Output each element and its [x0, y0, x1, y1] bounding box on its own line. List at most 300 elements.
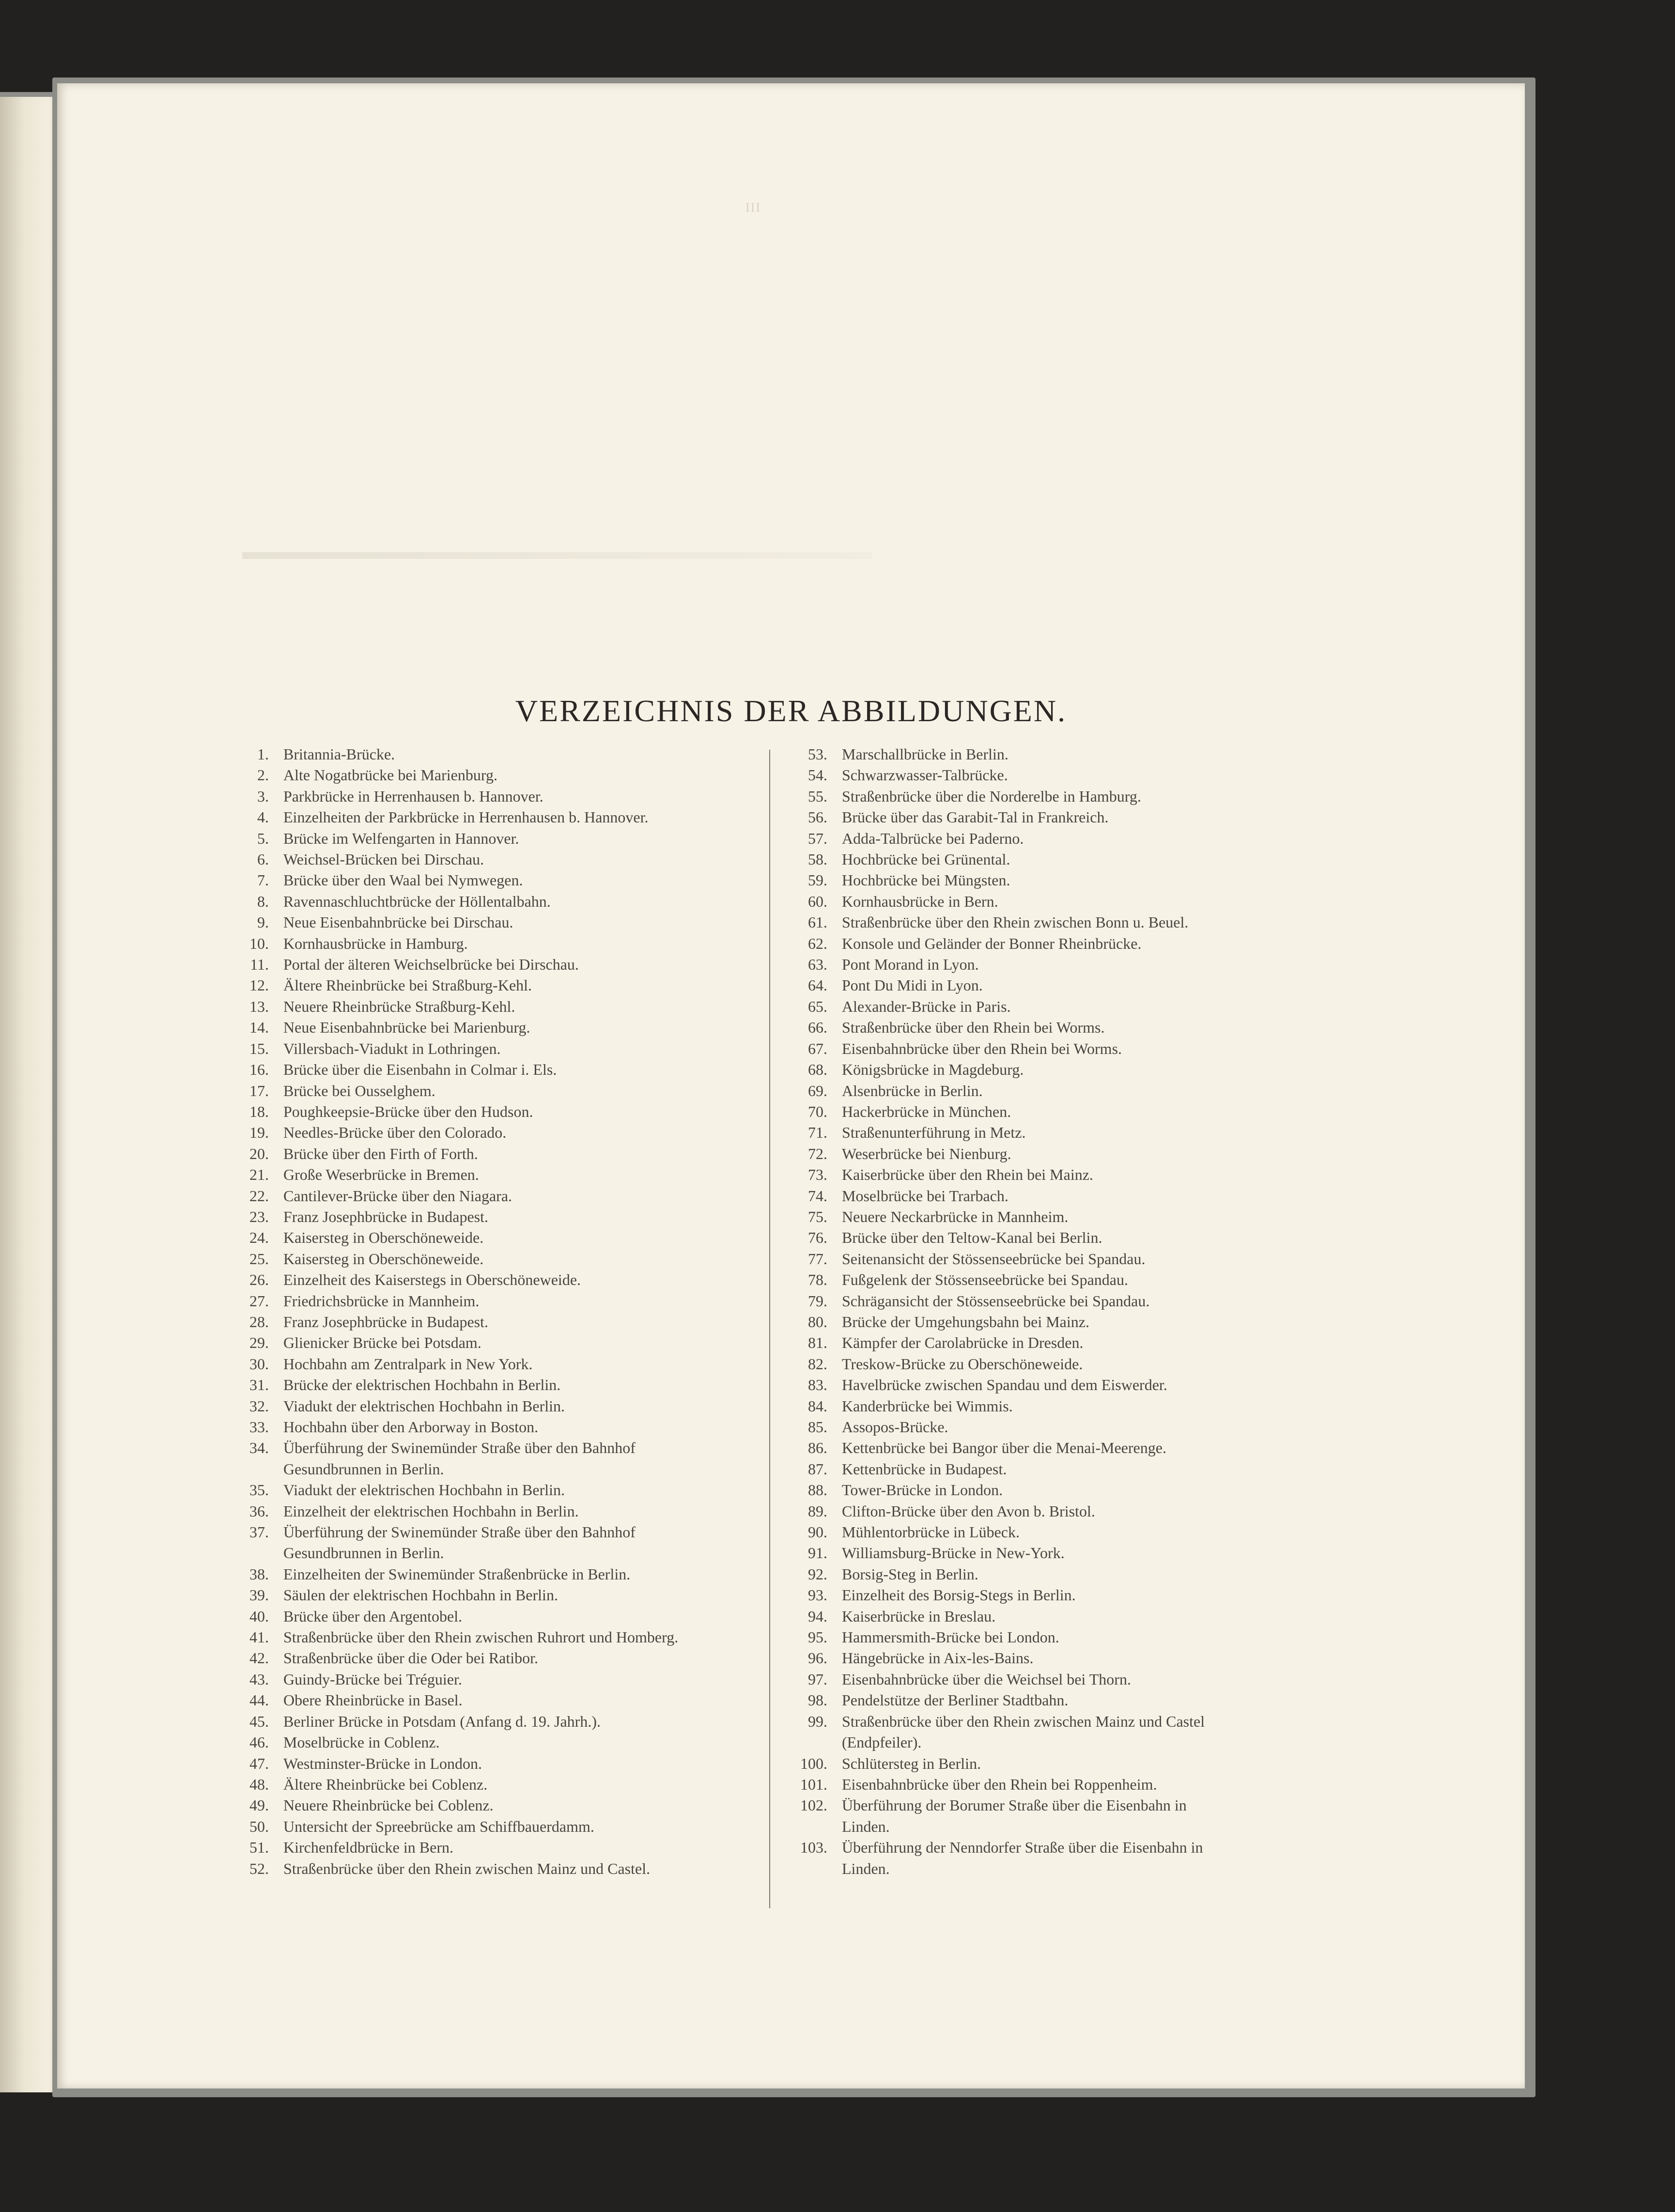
figure-caption: Neuere Rheinbrücke Straßburg-Kehl.: [283, 997, 515, 1015]
figure-entry: [224, 1795, 757, 1816]
figure-entry: [224, 1522, 757, 1564]
figure-entry: [789, 996, 1331, 1017]
figure-entry: [224, 1585, 757, 1606]
figure-number: 24.: [249, 1229, 269, 1247]
figure-caption: Straßenbrücke über den Rhein zwischen Ruhrort und Homberg.: [283, 1628, 679, 1646]
figure-number: 35.: [249, 1481, 269, 1499]
figure-caption: Säulen der elektrischen Hochbahn in Berlin.: [283, 1586, 558, 1604]
figure-entry: [789, 1585, 1331, 1606]
figure-entry: [224, 1417, 757, 1438]
figure-caption: Einzelheiten der Parkbrücke in Herrenhausen b. Hannover.: [283, 808, 649, 826]
figure-caption: Hängebrücke in Aix-les-Bains.: [842, 1649, 1034, 1667]
figure-number: 60.: [808, 892, 827, 910]
figure-caption: Mühlentorbrücke in Lübeck.: [842, 1523, 1020, 1541]
figure-number: 37.: [249, 1523, 269, 1541]
figure-caption: Neue Eisenbahnbrücke bei Dirschau.: [283, 913, 513, 931]
figure-caption: Britannia-Brücke.: [283, 745, 395, 763]
figure-number: 72.: [808, 1145, 827, 1162]
figure-entry: [789, 1375, 1331, 1395]
figure-entry: [224, 933, 757, 954]
figure-number: 67.: [808, 1039, 827, 1057]
figure-caption: Straßenbrücke über die Norderelbe in Hamburg.: [842, 787, 1141, 805]
figure-entry: [789, 1564, 1331, 1585]
figure-caption: Königsbrücke in Magdeburg.: [842, 1061, 1024, 1079]
figure-entry: [789, 1164, 1331, 1185]
figure-entry: [789, 1059, 1331, 1080]
figure-number: 29.: [249, 1334, 269, 1352]
figure-number: 87.: [808, 1460, 827, 1478]
figure-caption: Pont Du Midi in Lyon.: [842, 976, 983, 994]
figure-number: 70.: [808, 1102, 827, 1120]
figure-caption: Brücke über den Argentobel.: [283, 1607, 463, 1625]
figure-entry: [224, 744, 757, 765]
figure-caption: Hochbrücke bei Müngsten.: [842, 871, 1010, 889]
figure-number: 95.: [808, 1628, 827, 1646]
figure-number: 34.: [249, 1439, 269, 1457]
figure-entry: [789, 891, 1331, 912]
figure-number: 21.: [249, 1166, 269, 1184]
figure-caption: Treskow-Brücke zu Oberschöneweide.: [842, 1355, 1083, 1373]
figure-number: 15.: [249, 1039, 269, 1057]
figure-entry: [224, 1669, 757, 1690]
figure-entry: [789, 1396, 1331, 1417]
figure-caption: Havelbrücke zwischen Spandau und dem Eiswerder.: [842, 1376, 1167, 1394]
figure-entry: [789, 1101, 1331, 1122]
figure-caption: Borsig-Steg in Berlin.: [842, 1565, 978, 1583]
figure-entry: [224, 807, 757, 828]
figure-number: 26.: [249, 1271, 269, 1289]
figure-entry: [224, 1501, 757, 1522]
figure-entry: [789, 1459, 1331, 1480]
figure-entry: [224, 1480, 757, 1500]
figure-list-right-column: [789, 744, 1331, 1879]
figure-number: 6.: [257, 851, 269, 868]
figure-caption: Schwarzwasser-Talbrücke.: [842, 766, 1008, 784]
figure-entry: [789, 1837, 1331, 1879]
bleed-through-shadow: [242, 552, 872, 559]
figure-number: 97.: [808, 1670, 827, 1688]
figure-number: 53.: [808, 745, 827, 763]
figure-entry: [789, 1227, 1331, 1248]
page-number: III: [745, 201, 761, 215]
figure-caption: Weserbrücke bei Nienburg.: [842, 1145, 1011, 1162]
figure-caption: Brücke bei Ousselghem.: [283, 1082, 435, 1099]
figure-number: 84.: [808, 1397, 827, 1415]
figure-entry: [224, 1837, 757, 1858]
figure-number: 55.: [808, 787, 827, 805]
figure-entry: [224, 1396, 757, 1417]
figure-number: 86.: [808, 1439, 827, 1457]
figure-number: 99.: [808, 1712, 827, 1730]
figure-number: 17.: [249, 1082, 269, 1099]
figure-number: 40.: [249, 1607, 269, 1625]
figure-entry: [789, 1669, 1331, 1690]
figure-number: 64.: [808, 976, 827, 994]
figure-entry: [789, 1144, 1331, 1164]
figure-number: 33.: [249, 1418, 269, 1436]
figure-number: 48.: [249, 1775, 269, 1793]
figure-caption: Franz Josephbrücke in Budapest.: [283, 1207, 489, 1225]
figure-number: 50.: [249, 1817, 269, 1835]
figure-number: 18.: [249, 1102, 269, 1120]
figure-entry: [789, 1354, 1331, 1375]
figure-number: 78.: [808, 1271, 827, 1289]
figure-caption: Brücke über den Firth of Forth.: [283, 1145, 478, 1162]
figure-entry: [789, 1038, 1331, 1059]
figure-number: 49.: [249, 1796, 269, 1814]
figure-caption: Straßenbrücke über den Rhein zwischen Bonn u. Beuel.: [842, 913, 1189, 931]
figure-caption: Neuere Rheinbrücke bei Coblenz.: [283, 1796, 494, 1814]
figure-entry: [789, 1122, 1331, 1143]
figure-entry: [789, 870, 1331, 891]
figure-number: 89.: [808, 1502, 827, 1520]
figure-caption: Pont Morand in Lyon.: [842, 956, 979, 974]
figure-entry: [789, 1480, 1331, 1500]
figure-number: 57.: [808, 829, 827, 847]
figure-entry: [224, 1227, 757, 1248]
figure-number: 93.: [808, 1586, 827, 1604]
figure-number: 4.: [257, 808, 269, 826]
figure-number: 54.: [808, 766, 827, 784]
figure-number: 7.: [257, 871, 269, 889]
figure-caption: Tower-Brücke in London.: [842, 1481, 1003, 1499]
figure-caption: Fußgelenk der Stössenseebrücke bei Spandau.: [842, 1271, 1128, 1289]
figure-caption: Brücke im Welfengarten in Hannover.: [283, 829, 519, 847]
figure-entry: [789, 1438, 1331, 1458]
figure-number: 52.: [249, 1859, 269, 1877]
figure-number: 14.: [249, 1019, 269, 1036]
figure-number: 45.: [249, 1712, 269, 1730]
figure-number: 5.: [257, 829, 269, 847]
figure-number: 96.: [808, 1649, 827, 1667]
figure-number: 20.: [249, 1145, 269, 1162]
figure-caption: Ältere Rheinbrücke bei Coblenz.: [283, 1775, 488, 1793]
figure-number: 100.: [800, 1754, 827, 1772]
figure-number: 44.: [249, 1691, 269, 1709]
figure-number: 69.: [808, 1082, 827, 1099]
figure-number: 12.: [249, 976, 269, 994]
figure-caption: Einzelheit der elektrischen Hochbahn in Berlin.: [283, 1502, 579, 1520]
figure-number: 75.: [808, 1207, 827, 1225]
figure-caption: Kornhausbrücke in Bern.: [842, 892, 998, 910]
figure-caption: Schlütersteg in Berlin.: [842, 1754, 981, 1772]
figure-caption: Kirchenfeldbrücke in Bern.: [283, 1839, 453, 1856]
figure-number: 83.: [808, 1376, 827, 1394]
figure-entry: [224, 1291, 757, 1312]
figure-caption: Straßenbrücke über den Rhein zwischen Mainz und Castel.: [283, 1859, 651, 1877]
figure-entry: [224, 849, 757, 870]
figure-caption: Straßenunterführung in Metz.: [842, 1124, 1026, 1142]
figure-caption: Eisenbahnbrücke über den Rhein bei Roppenheim.: [842, 1775, 1157, 1793]
left-page-edge: [0, 97, 61, 2092]
figure-number: 2.: [257, 766, 269, 784]
figure-number: 47.: [249, 1754, 269, 1772]
figure-number: 30.: [249, 1355, 269, 1373]
figure-caption: Viadukt der elektrischen Hochbahn in Berlin.: [283, 1481, 565, 1499]
figure-number: 23.: [249, 1207, 269, 1225]
figure-caption: Ravennaschluchtbrücke der Höllentalbahn.: [283, 892, 551, 910]
figure-caption: Straßenbrücke über die Oder bei Ratibor.: [283, 1649, 539, 1667]
figure-caption: Berliner Brücke in Potsdam (Anfang d. 19. Jahrh.).: [283, 1712, 601, 1730]
figure-number: 13.: [249, 997, 269, 1015]
figure-entry: [224, 975, 757, 996]
figure-number: 19.: [249, 1124, 269, 1142]
figure-entry: [224, 1122, 757, 1143]
figure-caption: Überführung der Nenndorfer Straße über die Eisenbahn in Linden.: [842, 1839, 1203, 1877]
figure-caption: Cantilever-Brücke über den Niagara.: [283, 1187, 512, 1205]
figure-caption: Westminster-Brücke in London.: [283, 1754, 482, 1772]
figure-entry: [224, 996, 757, 1017]
figure-entry: [224, 1438, 757, 1480]
figure-caption: Hochbahn über den Arborway in Boston.: [283, 1418, 539, 1436]
figure-number: 85.: [808, 1418, 827, 1436]
figure-caption: Konsole und Geländer der Bonner Rheinbrücke.: [842, 934, 1142, 952]
figure-entry: [224, 1332, 757, 1353]
figure-caption: Adda-Talbrücke bei Paderno.: [842, 829, 1024, 847]
figure-caption: Pendelstütze der Berliner Stadtbahn.: [842, 1691, 1069, 1709]
figure-entry: [224, 1164, 757, 1185]
figure-list-left-column: [224, 744, 757, 1879]
figure-caption: Brücke der elektrischen Hochbahn in Berlin.: [283, 1376, 561, 1394]
figure-caption: Villersbach-Viadukt in Lothringen.: [283, 1039, 501, 1057]
figure-entry: [789, 1648, 1331, 1669]
figure-caption: Clifton-Brücke über den Avon b. Bristol.: [842, 1502, 1095, 1520]
figure-caption: Moselbrücke in Coblenz.: [283, 1733, 440, 1751]
figure-entry: [224, 1774, 757, 1795]
figure-entry: [224, 1354, 757, 1375]
figure-number: 41.: [249, 1628, 269, 1646]
figure-entry: [224, 1606, 757, 1627]
figure-entry: [224, 1690, 757, 1711]
figure-number: 36.: [249, 1502, 269, 1520]
figure-caption: Große Weserbrücke in Bremen.: [283, 1166, 479, 1184]
figure-caption: Eisenbahnbrücke über die Weichsel bei Thorn.: [842, 1670, 1131, 1688]
figure-caption: Marschallbrücke in Berlin.: [842, 745, 1008, 763]
figure-entry: [789, 1249, 1331, 1269]
figure-entry: [224, 1081, 757, 1101]
figure-number: 59.: [808, 871, 827, 889]
figure-entry: [789, 1081, 1331, 1101]
figure-caption: Viadukt der elektrischen Hochbahn in Berlin.: [283, 1397, 565, 1415]
figure-entry: [789, 1774, 1331, 1795]
figure-entry: [224, 1249, 757, 1269]
figure-entry: [789, 1017, 1331, 1038]
figure-caption: Kämpfer der Carolabrücke in Dresden.: [842, 1334, 1084, 1352]
figure-number: 43.: [249, 1670, 269, 1688]
figure-entry: [789, 1795, 1331, 1837]
figure-caption: Parkbrücke in Herrenhausen b. Hannover.: [283, 787, 543, 805]
figure-number: 76.: [808, 1229, 827, 1247]
figure-entry: [224, 1312, 757, 1332]
figure-number: 77.: [808, 1250, 827, 1268]
figure-caption: Alte Nogatbrücke bei Marienburg.: [283, 766, 497, 784]
figure-entry: [224, 1711, 757, 1732]
figure-entry: [789, 1269, 1331, 1290]
figure-entry: [224, 1186, 757, 1207]
figure-caption: Kettenbrücke bei Bangor über die Menai-Meerenge.: [842, 1439, 1166, 1457]
figure-entry: [224, 1627, 757, 1648]
figure-number: 79.: [808, 1292, 827, 1310]
figure-number: 16.: [249, 1061, 269, 1079]
figure-number: 51.: [249, 1839, 269, 1856]
figure-number: 66.: [808, 1019, 827, 1036]
figure-caption: Brücke der Umgehungsbahn bei Mainz.: [842, 1313, 1089, 1330]
figure-number: 25.: [249, 1250, 269, 1268]
figure-entry: [224, 870, 757, 891]
figure-entry: [789, 1690, 1331, 1711]
figure-entry: [789, 1186, 1331, 1207]
figure-caption: Straßenbrücke über den Rhein bei Worms.: [842, 1019, 1105, 1036]
figure-number: 9.: [257, 913, 269, 931]
figure-caption: Brücke über die Eisenbahn in Colmar i. Els.: [283, 1061, 557, 1079]
figure-number: 8.: [257, 892, 269, 910]
figure-caption: Untersicht der Spreebrücke am Schiffbauerdamm.: [283, 1817, 594, 1835]
figure-caption: Poughkeepsie-Brücke über den Hudson.: [283, 1102, 533, 1120]
figure-entry: [789, 1627, 1331, 1648]
figure-number: 68.: [808, 1061, 827, 1079]
figure-entry: [789, 1543, 1331, 1563]
figure-entry: [789, 1332, 1331, 1353]
figure-number: 80.: [808, 1313, 827, 1330]
figure-entry: [789, 807, 1331, 828]
figure-entry: [224, 1732, 757, 1753]
figure-entry: [789, 933, 1331, 954]
figure-caption: Hackerbrücke in München.: [842, 1102, 1011, 1120]
figure-entry: [224, 1858, 757, 1879]
figure-caption: Straßenbrücke über den Rhein zwischen Mainz und Castel (Endpfeiler).: [842, 1712, 1205, 1751]
figure-number: 91.: [808, 1544, 827, 1562]
figure-number: 92.: [808, 1565, 827, 1583]
figure-caption: Kaisersteg in Oberschöneweide.: [283, 1250, 484, 1268]
figure-entry: [224, 1648, 757, 1669]
figure-entry: [789, 1711, 1331, 1753]
figure-entry: [224, 1144, 757, 1164]
figure-number: 27.: [249, 1292, 269, 1310]
figure-entry: [789, 1312, 1331, 1332]
figure-number: 81.: [808, 1334, 827, 1352]
figure-caption: Brücke über den Waal bei Nymwegen.: [283, 871, 523, 889]
figure-caption: Portal der älteren Weichselbrücke bei Dirschau.: [283, 956, 579, 974]
figure-number: 38.: [249, 1565, 269, 1583]
figure-caption: Guindy-Brücke bei Tréguier.: [283, 1670, 462, 1688]
figure-entry: [224, 1375, 757, 1395]
figure-number: 56.: [808, 808, 827, 826]
figure-entry: [224, 828, 757, 849]
figure-entry: [224, 1038, 757, 1059]
figure-caption: Friedrichsbrücke in Mannheim.: [283, 1292, 480, 1310]
figure-entry: [224, 1017, 757, 1038]
figure-entry: [789, 744, 1331, 765]
figure-entry: [224, 765, 757, 786]
figure-entry: [789, 828, 1331, 849]
figure-caption: Moselbrücke bei Trarbach.: [842, 1187, 1008, 1205]
figure-caption: Kaiserbrücke über den Rhein bei Mainz.: [842, 1166, 1093, 1184]
figure-number: 65.: [808, 997, 827, 1015]
figure-entry: [224, 1753, 757, 1774]
figure-caption: Schrägansicht der Stössenseebrücke bei Spandau.: [842, 1292, 1150, 1310]
figure-caption: Brücke über das Garabit-Tal in Frankreich.: [842, 808, 1109, 826]
figure-entry: [224, 1564, 757, 1585]
figure-number: 28.: [249, 1313, 269, 1330]
figure-entry: [789, 786, 1331, 807]
figure-entry: [224, 891, 757, 912]
figure-caption: Glienicker Brücke bei Potsdam.: [283, 1334, 481, 1352]
figure-number: 46.: [249, 1733, 269, 1751]
figure-caption: Einzelheit des Borsig-Stegs in Berlin.: [842, 1586, 1076, 1604]
figure-caption: Obere Rheinbrücke in Basel.: [283, 1691, 463, 1709]
figure-entry: [224, 1101, 757, 1122]
figure-number: 73.: [808, 1166, 827, 1184]
figure-caption: Überführung der Swinemünder Straße über den Bahnhof Gesundbrunnen in Berlin.: [283, 1523, 636, 1562]
figure-caption: Kornhausbrücke in Hamburg.: [283, 934, 468, 952]
figure-number: 101.: [800, 1775, 827, 1793]
figure-number: 102.: [800, 1796, 827, 1814]
figure-entry: [789, 954, 1331, 975]
figure-entry: [789, 912, 1331, 933]
figure-caption: Brücke über den Teltow-Kanal bei Berlin.: [842, 1229, 1102, 1247]
figure-entry: [789, 1753, 1331, 1774]
figure-caption: Weichsel-Brücken bei Dirschau.: [283, 851, 484, 868]
figure-caption: Überführung der Swinemünder Straße über den Bahnhof Gesundbrunnen in Berlin.: [283, 1439, 636, 1478]
figure-number: 31.: [249, 1376, 269, 1394]
figure-number: 94.: [808, 1607, 827, 1625]
figure-entry: [224, 912, 757, 933]
figure-entry: [789, 849, 1331, 870]
figure-number: 3.: [257, 787, 269, 805]
figure-caption: Williamsburg-Brücke in New-York.: [842, 1544, 1065, 1562]
figure-number: 10.: [249, 934, 269, 952]
figure-number: 103.: [800, 1839, 827, 1856]
figure-number: 98.: [808, 1691, 827, 1709]
figure-number: 22.: [249, 1187, 269, 1205]
figure-caption: Needles-Brücke über den Colorado.: [283, 1124, 507, 1142]
figure-entry: [789, 1291, 1331, 1312]
figure-caption: Franz Josephbrücke in Budapest.: [283, 1313, 489, 1330]
figure-caption: Seitenansicht der Stössenseebrücke bei Spandau.: [842, 1250, 1146, 1268]
figure-entry: [224, 786, 757, 807]
figure-caption: Neuere Neckarbrücke in Mannheim.: [842, 1207, 1069, 1225]
figure-entry: [789, 1417, 1331, 1438]
column-divider: [769, 750, 770, 1908]
figure-caption: Eisenbahnbrücke über den Rhein bei Worms.: [842, 1039, 1122, 1057]
figure-number: 90.: [808, 1523, 827, 1541]
figure-caption: Kanderbrücke bei Wimmis.: [842, 1397, 1013, 1415]
figure-caption: Hochbahn am Zentralpark in New York.: [283, 1355, 533, 1373]
figure-caption: Alexander-Brücke in Paris.: [842, 997, 1011, 1015]
figure-number: 61.: [808, 913, 827, 931]
figure-number: 63.: [808, 956, 827, 974]
figure-entry: [224, 1207, 757, 1227]
figure-entry: [224, 1816, 757, 1837]
figure-number: 88.: [808, 1481, 827, 1499]
figure-number: 58.: [808, 851, 827, 868]
figure-entry: [224, 954, 757, 975]
figure-caption: Einzelheit des Kaiserstegs in Oberschöneweide.: [283, 1271, 581, 1289]
figure-caption: Einzelheiten der Swinemünder Straßenbrücke in Berlin.: [283, 1565, 631, 1583]
figure-entry: [789, 1207, 1331, 1227]
figure-caption: Kaiserbrücke in Breslau.: [842, 1607, 996, 1625]
figure-entry: [789, 1501, 1331, 1522]
figure-number: 42.: [249, 1649, 269, 1667]
figure-caption: Kettenbrücke in Budapest.: [842, 1460, 1007, 1478]
figure-caption: Ältere Rheinbrücke bei Straßburg-Kehl.: [283, 976, 532, 994]
figure-entry: [789, 1606, 1331, 1627]
figure-caption: Assopos-Brücke.: [842, 1418, 948, 1436]
figure-number: 82.: [808, 1355, 827, 1373]
figure-caption: Überführung der Borumer Straße über die Eisenbahn in Linden.: [842, 1796, 1187, 1835]
figure-number: 11.: [250, 956, 269, 974]
figure-caption: Hochbrücke bei Grünental.: [842, 851, 1010, 868]
